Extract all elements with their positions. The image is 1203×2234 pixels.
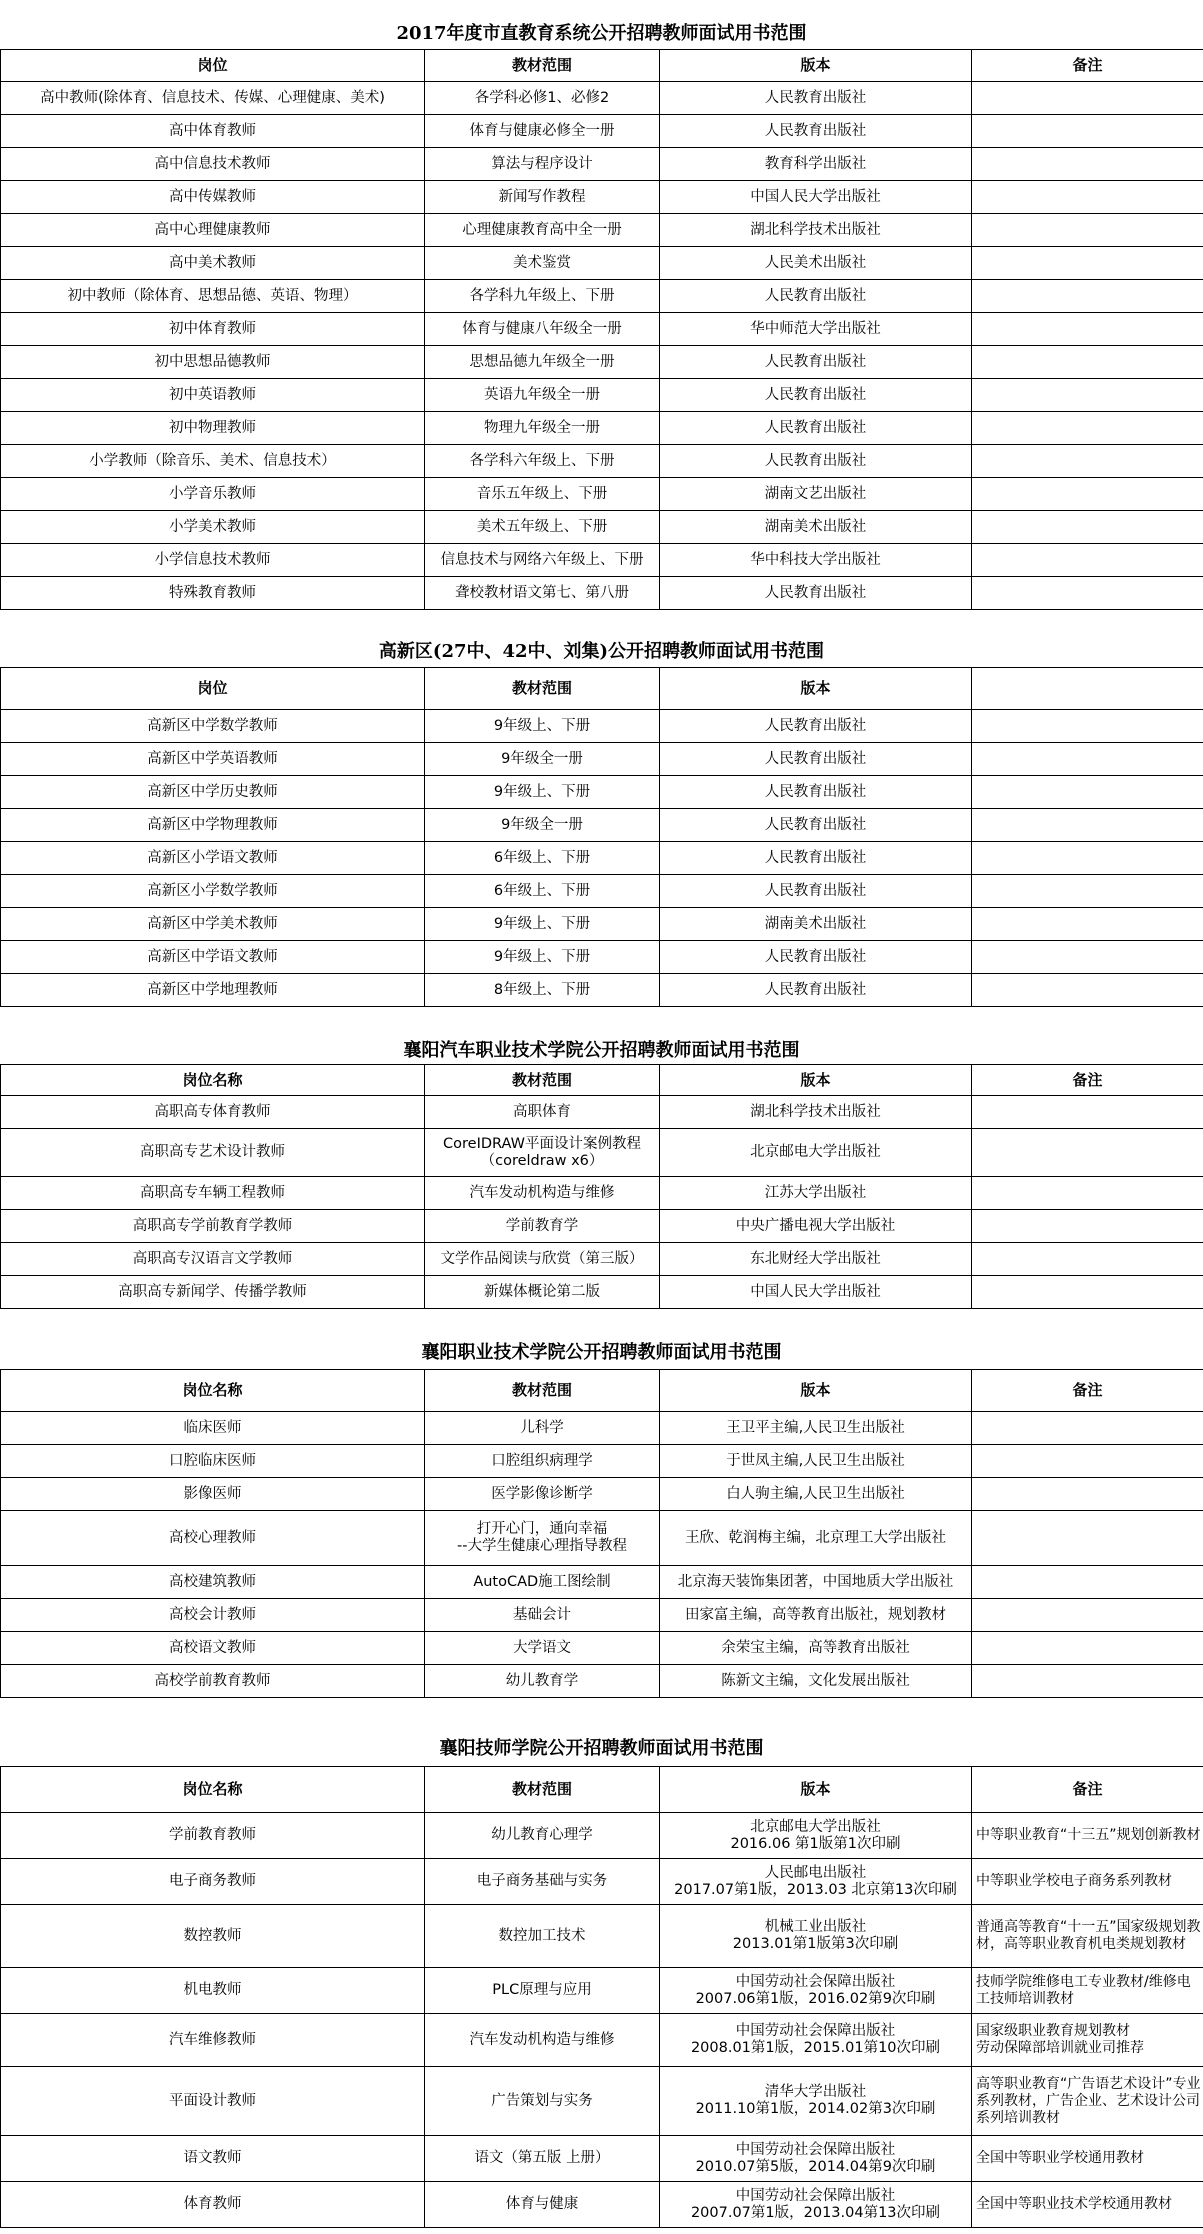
position-cell: 小学音乐教师 (1, 478, 425, 511)
position-cell: 高中教师(除体育、信息技术、传媒、心理健康、美术) (1, 82, 425, 115)
table-row (1, 247, 1203, 280)
textbook-cell: 广告策划与实务 (425, 2067, 660, 2136)
textbook-cell: 汽车发动机构造与维修 (425, 1177, 660, 1210)
table-row (1, 908, 1203, 941)
position-cell: 高新区中学物理教师 (1, 809, 425, 842)
table-row (1, 776, 1203, 809)
remark-cell (972, 1243, 1203, 1276)
position-cell: 平面设计教师 (1, 2067, 425, 2136)
edition-cell: 教育科学出版社 (660, 148, 972, 181)
edition-cell: 华中科技大学出版社 (660, 544, 972, 577)
textbook-cell: 各学科必修1、必修2 (425, 82, 660, 115)
edition-cell: 北京邮电大学出版社 2016.06 第1版第1次印刷 (660, 1813, 972, 1859)
textbook-cell: 9年级全一册 (425, 809, 660, 842)
edition-cell: 湖南美术出版社 (660, 908, 972, 941)
section-vocational-technical-college (0, 1307, 1203, 1698)
edition-cell: 北京邮电大学出版社 (660, 1129, 972, 1177)
remark-cell (972, 247, 1203, 280)
edition-cell: 人民教育出版社 (660, 412, 972, 445)
textbook-cell: 算法与程序设计 (425, 148, 660, 181)
remark-cell (972, 412, 1203, 445)
column-header: 教材范围 (425, 1767, 660, 1813)
column-header: 教材范围 (425, 1065, 660, 1096)
position-cell: 高新区小学语文教师 (1, 842, 425, 875)
remark-cell (972, 1599, 1203, 1632)
textbook-cell: 学前教育学 (425, 1210, 660, 1243)
edition-cell: 田家富主编，高等教育出版社，规划教材 (660, 1599, 972, 1632)
edition-cell: 人民教育出版社 (660, 974, 972, 1007)
remark-cell (972, 280, 1203, 313)
table-row (1, 1968, 1203, 2014)
edition-cell: 人民教育出版社 (660, 577, 972, 610)
position-cell: 语文教师 (1, 2136, 425, 2182)
position-cell: 初中物理教师 (1, 412, 425, 445)
textbook-cell: 各学科九年级上、下册 (425, 280, 660, 313)
textbook-cell: 6年级上、下册 (425, 842, 660, 875)
column-header: 备注 (972, 1370, 1203, 1412)
column-header: 岗位名称 (1, 1370, 425, 1412)
edition-cell: 东北财经大学出版社 (660, 1243, 972, 1276)
column-header: 版本 (660, 1370, 972, 1412)
edition-cell: 陈新文主编，文化发展出版社 (660, 1665, 972, 1698)
remark-cell (972, 544, 1203, 577)
remark-cell (972, 1632, 1203, 1665)
remark-cell (972, 875, 1203, 908)
textbook-cell: 体育与健康必修全一册 (425, 115, 660, 148)
table-row (1, 875, 1203, 908)
table-row (1, 181, 1203, 214)
column-header: 版本 (660, 1065, 972, 1096)
edition-cell: 人民教育出版社 (660, 842, 972, 875)
table-row (1, 115, 1203, 148)
column-header: 岗位 (1, 668, 425, 710)
table-row (1, 478, 1203, 511)
textbook-cell: 汽车发动机构造与维修 (425, 2014, 660, 2067)
table-row (1, 1129, 1203, 1177)
position-cell: 高职高专汉语言文学教师 (1, 1243, 425, 1276)
remark-cell: 中等职业教育“十三五”规划创新教材 (972, 1813, 1203, 1859)
table-row (1, 809, 1203, 842)
textbook-cell: 各学科六年级上、下册 (425, 445, 660, 478)
remark-cell: 高等职业教育“广告语艺术设计”专业系列教材，广告企业、艺术设计公司系列培训教材 (972, 2067, 1203, 2136)
remark-cell: 国家级职业教育规划教材 劳动保障部培训就业司推荐 (972, 2014, 1203, 2067)
position-cell: 高校建筑教师 (1, 1566, 425, 1599)
position-cell: 小学教师（除音乐、美术、信息技术） (1, 445, 425, 478)
edition-cell: 中国劳动社会保障出版社 2010.07第5版，2014.04第9次印刷 (660, 2136, 972, 2182)
remark-cell (972, 1665, 1203, 1698)
edition-cell: 湖南美术出版社 (660, 511, 972, 544)
textbook-cell: 打开心门，通向幸福 --大学生健康心理指导教程 (425, 1511, 660, 1566)
column-header: 教材范围 (425, 668, 660, 710)
textbook-cell: 美术五年级上、下册 (425, 511, 660, 544)
position-cell: 初中体育教师 (1, 313, 425, 346)
textbook-cell: 9年级上、下册 (425, 908, 660, 941)
section-high-tech-zone (0, 611, 1203, 1007)
position-cell: 高职高专艺术设计教师 (1, 1129, 425, 1177)
remark-cell (972, 743, 1203, 776)
section-auto-vocational-college (0, 1008, 1203, 1309)
remark-cell (972, 974, 1203, 1007)
edition-cell: 人民美术出版社 (660, 247, 972, 280)
table-row (1, 214, 1203, 247)
table-row (1, 2182, 1203, 2228)
edition-cell: 人民教育出版社 (660, 115, 972, 148)
table-row (1, 1445, 1203, 1478)
edition-cell: 中国人民大学出版社 (660, 1276, 972, 1309)
textbook-cell: 大学语文 (425, 1632, 660, 1665)
table-row (1, 1632, 1203, 1665)
textbook-cell: 文学作品阅读与欣赏（第三版） (425, 1243, 660, 1276)
remark-cell (972, 379, 1203, 412)
textbook-cell: 幼儿教育学 (425, 1665, 660, 1698)
textbook-cell: 体育与健康 (425, 2182, 660, 2228)
textbook-cell: 体育与健康八年级全一册 (425, 313, 660, 346)
remark-cell: 技师学院维修电工专业教材/维修电工技师培训教材 (972, 1968, 1203, 2014)
remark-cell (972, 776, 1203, 809)
remark-cell: 中等职业学校电子商务系列教材 (972, 1859, 1203, 1905)
column-header: 教材范围 (425, 1370, 660, 1412)
edition-cell: 王欣、乾润梅主编，北京理工大学出版社 (660, 1511, 972, 1566)
position-cell: 高新区中学历史教师 (1, 776, 425, 809)
column-header: 备注 (972, 1767, 1203, 1813)
interview-books-table (0, 1369, 1203, 1698)
remark-cell: 全国中等职业技术学校通用教材 (972, 2182, 1203, 2228)
interview-books-table (0, 49, 1203, 610)
header-row (1, 50, 1203, 82)
edition-cell: 人民教育出版社 (660, 379, 972, 412)
header-row (1, 1370, 1203, 1412)
table-row (1, 2067, 1203, 2136)
edition-cell: 人民教育出版社 (660, 743, 972, 776)
column-header: 岗位 (1, 50, 425, 82)
section-title: 襄阳汽车职业技术学院公开招聘教师面试用书范围 (403, 1040, 800, 1061)
textbook-cell: 数控加工技术 (425, 1905, 660, 1968)
edition-cell: 余荣宝主编，高等教育出版社 (660, 1632, 972, 1665)
table-row (1, 1813, 1203, 1859)
textbook-cell: 美术鉴赏 (425, 247, 660, 280)
table-row (1, 1412, 1203, 1445)
edition-cell: 人民教育出版社 (660, 776, 972, 809)
remark-cell (972, 1096, 1203, 1129)
position-cell: 机电教师 (1, 1968, 425, 2014)
position-cell: 高中信息技术教师 (1, 148, 425, 181)
position-cell: 初中英语教师 (1, 379, 425, 412)
remark-cell (972, 1276, 1203, 1309)
textbook-cell: 思想品德九年级全一册 (425, 346, 660, 379)
interview-books-table (0, 1064, 1203, 1309)
textbook-cell: 8年级上、下册 (425, 974, 660, 1007)
remark-cell (972, 577, 1203, 610)
remark-cell: 普通高等教育“十一五”国家级规划教材，高等职业教育机电类规划教材 (972, 1905, 1203, 1968)
textbook-cell: 英语九年级全一册 (425, 379, 660, 412)
textbook-cell: 9年级上、下册 (425, 710, 660, 743)
section-title: 襄阳技师学院公开招聘教师面试用书范围 (439, 1738, 764, 1759)
table-row (1, 1210, 1203, 1243)
textbook-cell: 9年级全一册 (425, 743, 660, 776)
textbook-cell: 9年级上、下册 (425, 941, 660, 974)
position-cell: 高中心理健康教师 (1, 214, 425, 247)
position-cell: 高新区中学语文教师 (1, 941, 425, 974)
remark-cell (972, 214, 1203, 247)
edition-cell: 人民邮电出版社 2017.07第1版，2013.03 北京第13次印刷 (660, 1859, 972, 1905)
column-header: 教材范围 (425, 50, 660, 82)
edition-cell: 中国人民大学出版社 (660, 181, 972, 214)
table-row (1, 1511, 1203, 1566)
textbook-cell: 电子商务基础与实务 (425, 1859, 660, 1905)
remark-cell (972, 313, 1203, 346)
textbook-cell: 新闻写作教程 (425, 181, 660, 214)
edition-cell: 于世凤主编,人民卫生出版社 (660, 1445, 972, 1478)
edition-cell: 湖北科学技术出版社 (660, 1096, 972, 1129)
edition-cell: 人民教育出版社 (660, 280, 972, 313)
column-header: 版本 (660, 668, 972, 710)
table-row (1, 544, 1203, 577)
table-row (1, 280, 1203, 313)
position-cell: 高新区中学地理教师 (1, 974, 425, 1007)
column-header: 版本 (660, 1767, 972, 1813)
position-cell: 高校学前教育教师 (1, 1665, 425, 1698)
position-cell: 小学美术教师 (1, 511, 425, 544)
table-row (1, 346, 1203, 379)
table-row (1, 2014, 1203, 2067)
textbook-cell: CoreIDRAW平面设计案例教程 （coreldraw x6） (425, 1129, 660, 1177)
edition-cell: 中国劳动社会保障出版社 2008.01第1版，2015.01第10次印刷 (660, 2014, 972, 2067)
position-cell: 临床医师 (1, 1412, 425, 1445)
edition-cell: 中国劳动社会保障出版社 2007.06第1版，2016.02第9次印刷 (660, 1968, 972, 2014)
textbook-cell: 音乐五年级上、下册 (425, 478, 660, 511)
edition-cell: 湖北科学技术出版社 (660, 214, 972, 247)
table-row (1, 577, 1203, 610)
edition-cell: 人民教育出版社 (660, 710, 972, 743)
remark-cell (972, 1566, 1203, 1599)
table-row (1, 1177, 1203, 1210)
remark-cell (972, 346, 1203, 379)
remark-cell (972, 445, 1203, 478)
column-header: 备注 (972, 1065, 1203, 1096)
position-cell: 高中美术教师 (1, 247, 425, 280)
remark-cell (972, 809, 1203, 842)
table-row (1, 412, 1203, 445)
remark-cell (972, 1129, 1203, 1177)
edition-cell: 华中师范大学出版社 (660, 313, 972, 346)
position-cell: 高校会计教师 (1, 1599, 425, 1632)
table-row (1, 1599, 1203, 1632)
remark-cell (972, 941, 1203, 974)
table-row (1, 148, 1203, 181)
textbook-cell: 新媒体概论第二版 (425, 1276, 660, 1309)
edition-cell: 人民教育出版社 (660, 809, 972, 842)
remark-cell (972, 1445, 1203, 1478)
table-row (1, 1566, 1203, 1599)
remark-cell (972, 511, 1203, 544)
textbook-cell: 物理九年级全一册 (425, 412, 660, 445)
position-cell: 高校语文教师 (1, 1632, 425, 1665)
textbook-cell: 儿科学 (425, 1412, 660, 1445)
position-cell: 数控教师 (1, 1905, 425, 1968)
textbook-cell: 口腔组织病理学 (425, 1445, 660, 1478)
table-row (1, 710, 1203, 743)
column-header: 岗位名称 (1, 1065, 425, 1096)
remark-cell (972, 82, 1203, 115)
textbook-cell: 幼儿教育心理学 (425, 1813, 660, 1859)
table-row (1, 1096, 1203, 1129)
edition-cell: 中央广播电视大学出版社 (660, 1210, 972, 1243)
remark-cell (972, 478, 1203, 511)
section-city-education (0, 17, 1203, 610)
edition-cell: 人民教育出版社 (660, 445, 972, 478)
position-cell: 高新区中学美术教师 (1, 908, 425, 941)
table-row (1, 1276, 1203, 1309)
column-header: 版本 (660, 50, 972, 82)
position-cell: 初中思想品德教师 (1, 346, 425, 379)
column-header: 备注 (972, 50, 1203, 82)
position-cell: 高新区小学数学教师 (1, 875, 425, 908)
textbook-cell: AutoCAD施工图绘制 (425, 1566, 660, 1599)
table-row (1, 1478, 1203, 1511)
edition-cell: 人民教育出版社 (660, 346, 972, 379)
remark-cell (972, 115, 1203, 148)
position-cell: 高职高专新闻学、传播学教师 (1, 1276, 425, 1309)
position-cell: 小学信息技术教师 (1, 544, 425, 577)
textbook-cell: 信息技术与网络六年级上、下册 (425, 544, 660, 577)
textbook-cell: 9年级上、下册 (425, 776, 660, 809)
remark-cell (972, 710, 1203, 743)
remark-cell (972, 908, 1203, 941)
table-row (1, 743, 1203, 776)
column-header: 岗位名称 (1, 1767, 425, 1813)
textbook-cell: 6年级上、下册 (425, 875, 660, 908)
textbook-cell: PLC原理与应用 (425, 1968, 660, 2014)
position-cell: 高职高专体育教师 (1, 1096, 425, 1129)
header-row (1, 668, 1203, 710)
remark-cell (972, 1478, 1203, 1511)
section-title: 高新区(27中、42中、刘集)公开招聘教师面试用书范围 (378, 641, 825, 662)
remark-cell: 全国中等职业学校通用教材 (972, 2136, 1203, 2182)
position-cell: 高中传媒教师 (1, 181, 425, 214)
edition-cell: 北京海天装饰集团著，中国地质大学出版社 (660, 1566, 972, 1599)
remark-cell (972, 1210, 1203, 1243)
edition-cell: 人民教育出版社 (660, 82, 972, 115)
position-cell: 初中教师（除体育、思想品德、英语、物理） (1, 280, 425, 313)
position-cell: 汽车维修教师 (1, 2014, 425, 2067)
table-row (1, 1859, 1203, 1905)
textbook-cell: 基础会计 (425, 1599, 660, 1632)
remark-cell (972, 1177, 1203, 1210)
textbook-cell: 语文（第五版 上册） (425, 2136, 660, 2182)
textbook-cell: 聋校教材语文第七、第八册 (425, 577, 660, 610)
edition-cell: 湖南文艺出版社 (660, 478, 972, 511)
table-row (1, 445, 1203, 478)
section-title: 2017年度市直教育系统公开招聘教师面试用书范围 (396, 23, 807, 44)
position-cell: 学前教育教师 (1, 1813, 425, 1859)
table-row (1, 82, 1203, 115)
remark-cell (972, 148, 1203, 181)
position-cell: 电子商务教师 (1, 1859, 425, 1905)
remark-cell (972, 1511, 1203, 1566)
table-row (1, 1665, 1203, 1698)
textbook-cell: 心理健康教育高中全一册 (425, 214, 660, 247)
position-cell: 体育教师 (1, 2182, 425, 2228)
edition-cell: 清华大学出版社 2011.10第1版，2014.02第3次印刷 (660, 2067, 972, 2136)
table-row (1, 379, 1203, 412)
column-header (972, 668, 1203, 710)
position-cell: 高职高专车辆工程教师 (1, 1177, 425, 1210)
edition-cell: 白人驹主编,人民卫生出版社 (660, 1478, 972, 1511)
textbook-cell: 高职体育 (425, 1096, 660, 1129)
edition-cell: 人民教育出版社 (660, 875, 972, 908)
position-cell: 口腔临床医师 (1, 1445, 425, 1478)
remark-cell (972, 181, 1203, 214)
table-row (1, 313, 1203, 346)
position-cell: 高新区中学数学教师 (1, 710, 425, 743)
edition-cell: 王卫平主编,人民卫生出版社 (660, 1412, 972, 1445)
position-cell: 高中体育教师 (1, 115, 425, 148)
position-cell: 影像医师 (1, 1478, 425, 1511)
position-cell: 特殊教育教师 (1, 577, 425, 610)
table-row (1, 1905, 1203, 1968)
remark-cell (972, 1412, 1203, 1445)
table-row (1, 1243, 1203, 1276)
remark-cell (972, 842, 1203, 875)
table-row (1, 511, 1203, 544)
header-row (1, 1767, 1203, 1813)
table-row (1, 842, 1203, 875)
textbook-cell: 医学影像诊断学 (425, 1478, 660, 1511)
section-title: 襄阳职业技术学院公开招聘教师面试用书范围 (421, 1342, 782, 1363)
table-row (1, 941, 1203, 974)
interview-books-table (0, 667, 1203, 1007)
position-cell: 高职高专学前教育学教师 (1, 1210, 425, 1243)
edition-cell: 中国劳动社会保障出版社 2007.07第1版，2013.04第13次印刷 (660, 2182, 972, 2228)
table-row (1, 974, 1203, 1007)
position-cell: 高校心理教师 (1, 1511, 425, 1566)
position-cell: 高新区中学英语教师 (1, 743, 425, 776)
header-row (1, 1065, 1203, 1096)
table-row (1, 2136, 1203, 2182)
edition-cell: 江苏大学出版社 (660, 1177, 972, 1210)
edition-cell: 机械工业出版社 2013.01第1版第3次印刷 (660, 1905, 972, 1968)
edition-cell: 人民教育出版社 (660, 941, 972, 974)
section-technician-college (0, 1700, 1203, 2228)
interview-books-table (0, 1766, 1203, 2228)
